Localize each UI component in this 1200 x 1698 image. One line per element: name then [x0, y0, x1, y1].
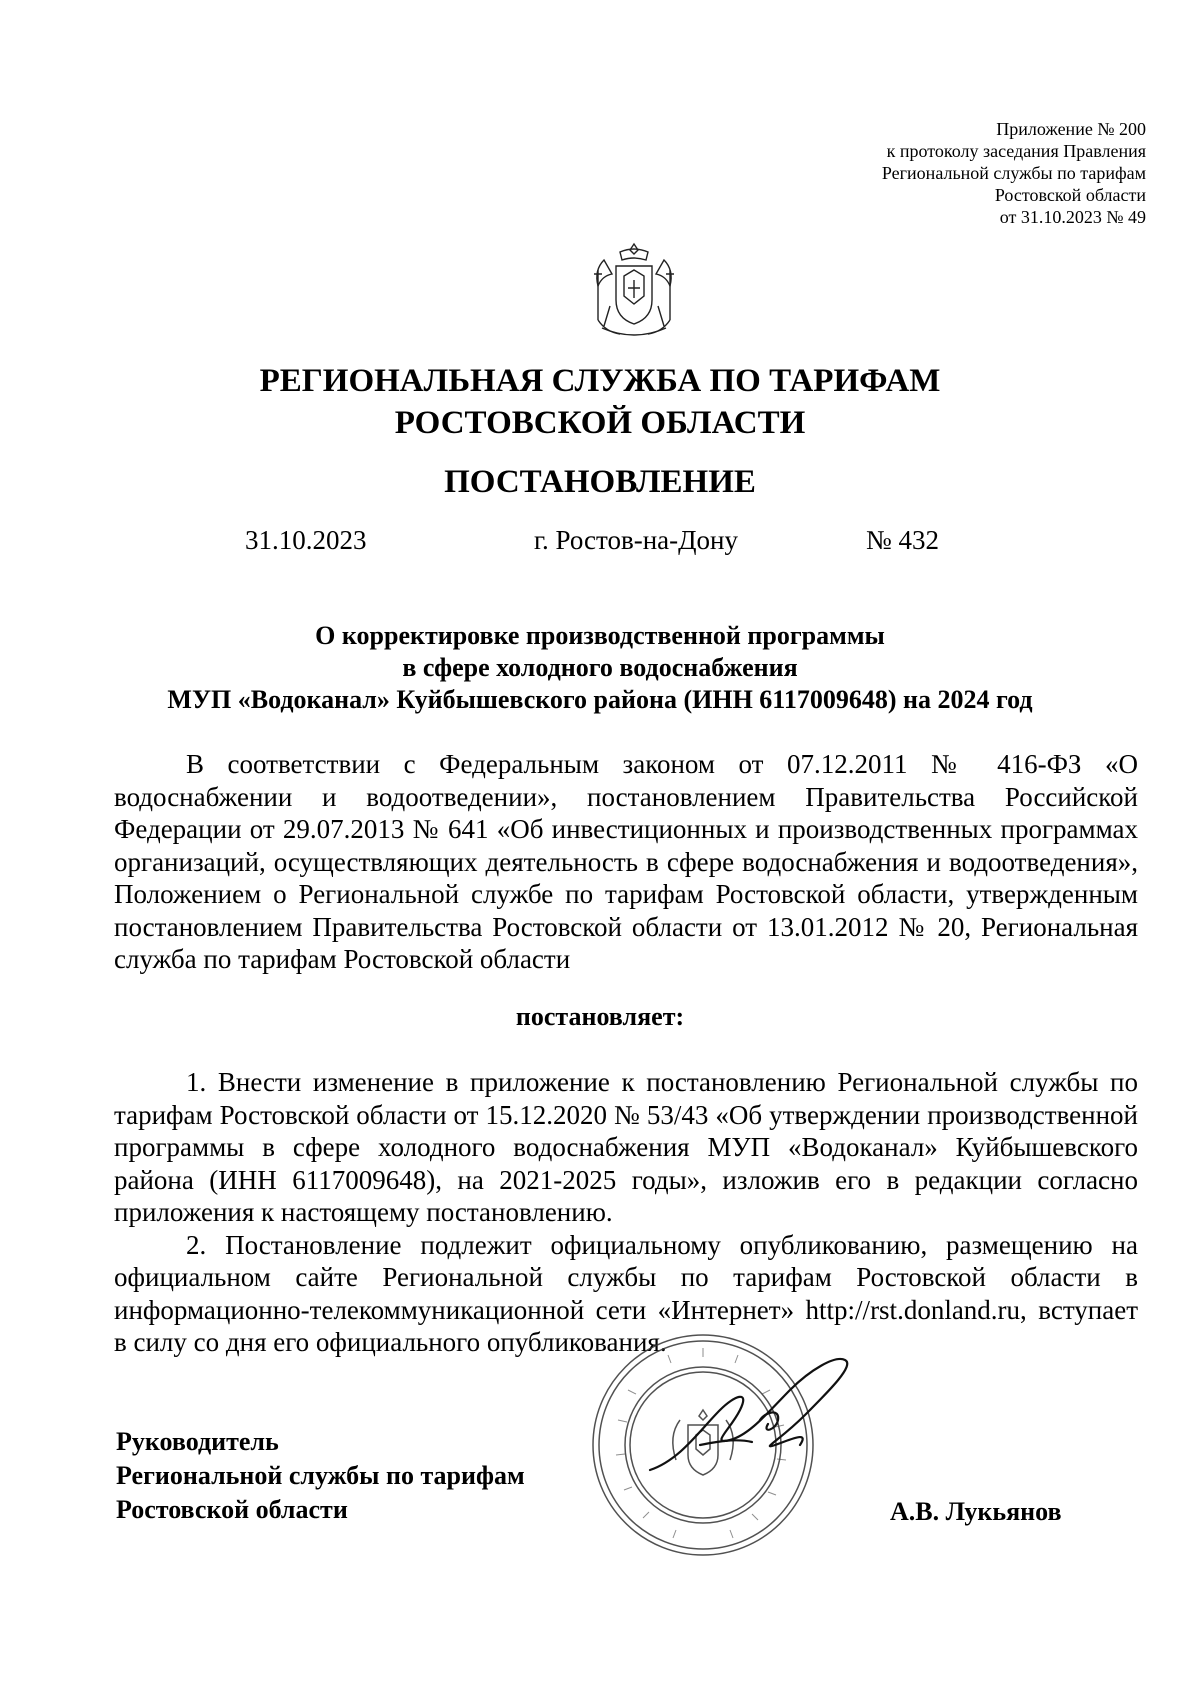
signer-title-line: Региональной службы по тарифам — [116, 1461, 525, 1490]
appendix-line: Приложение № 200 — [996, 119, 1146, 139]
subject-line: МУП «Водоканал» Куйбышевского района (ИНН 6117009648) на 2024 год — [167, 685, 1033, 714]
resolution-item: 1. Внести изменение в приложение к постановлению Региональной службы по тарифам Ростовской области от 15.12.2020 № 53/43 «Об утверждении производственной программы в сфере холодного водоснабжения МУП «Водоканал» Куйбышевского района (ИНН 6117009648), на 2021-2025 годы», изложив его в редакции согласно приложения к настоящему постановлению. — [114, 1067, 1138, 1227]
document-city: г. Ростов-на-Дону — [534, 525, 739, 555]
document-subject — [0, 620, 1200, 716]
appendix-line: Региональной службы по тарифам — [881, 163, 1146, 183]
preamble-paragraph: В соответствии с Федеральным законом от 07.12.2011 № 416-ФЗ «О водоснабжении и водоотведении», постановлением Правительства Российской Федерации от 29.07.2013 № 641 «Об инвестиционных и производственных программах организаций, осуществляющих деятельность в сфере водоснабжения и водоотведения», Положением о Региональной службе по тарифам Ростовской области, утвержденным постановлением Правительства Ростовской области от 13.01.2012 № 20, Региональная служба по тарифам Ростовской области — [114, 749, 1138, 974]
resolves-heading: постановляет: — [515, 1002, 685, 1031]
signer-name: А.В. Лукьянов — [890, 1497, 1062, 1526]
signer-title-line: Ростовской области — [116, 1495, 348, 1524]
resolution-item: 2. Постановление подлежит официальному опубликованию, размещению на официальном сайте Региональной службы по тарифам Ростовской области в информационно-телекоммуникационной сети «Интернет» http://rst.donland.ru, вступает в силу со дня его официального опубликования. — [114, 1229, 1138, 1357]
org-title-line: РЕГИОНАЛЬНАЯ СЛУЖБА ПО ТАРИФАМ — [259, 363, 941, 399]
resolution-items — [114, 1066, 1138, 1359]
subject-line: в сфере холодного водоснабжения — [402, 653, 798, 682]
document-number: № 432 — [866, 525, 940, 555]
appendix-line: Ростовской области — [994, 185, 1146, 205]
appendix-note — [882, 118, 1146, 228]
appendix-line: от 31.10.2023 № 49 — [999, 207, 1146, 227]
document-date: 31.10.2023 — [245, 525, 367, 555]
document-type: ПОСТАНОВЛЕНИЕ — [444, 464, 756, 500]
preamble — [114, 748, 1138, 976]
signer-title-line: Руководитель — [116, 1427, 279, 1456]
appendix-line: к протоколу заседания Правления — [886, 141, 1146, 161]
organization-title — [0, 360, 1200, 444]
subject-line: О корректировке производственной программы — [315, 621, 885, 650]
signer-title — [116, 1425, 525, 1527]
org-title-line: РОСТОВСКОЙ ОБЛАСТИ — [394, 405, 806, 441]
handwritten-signature-icon — [640, 1350, 870, 1490]
coat-of-arms-icon — [584, 240, 684, 345]
